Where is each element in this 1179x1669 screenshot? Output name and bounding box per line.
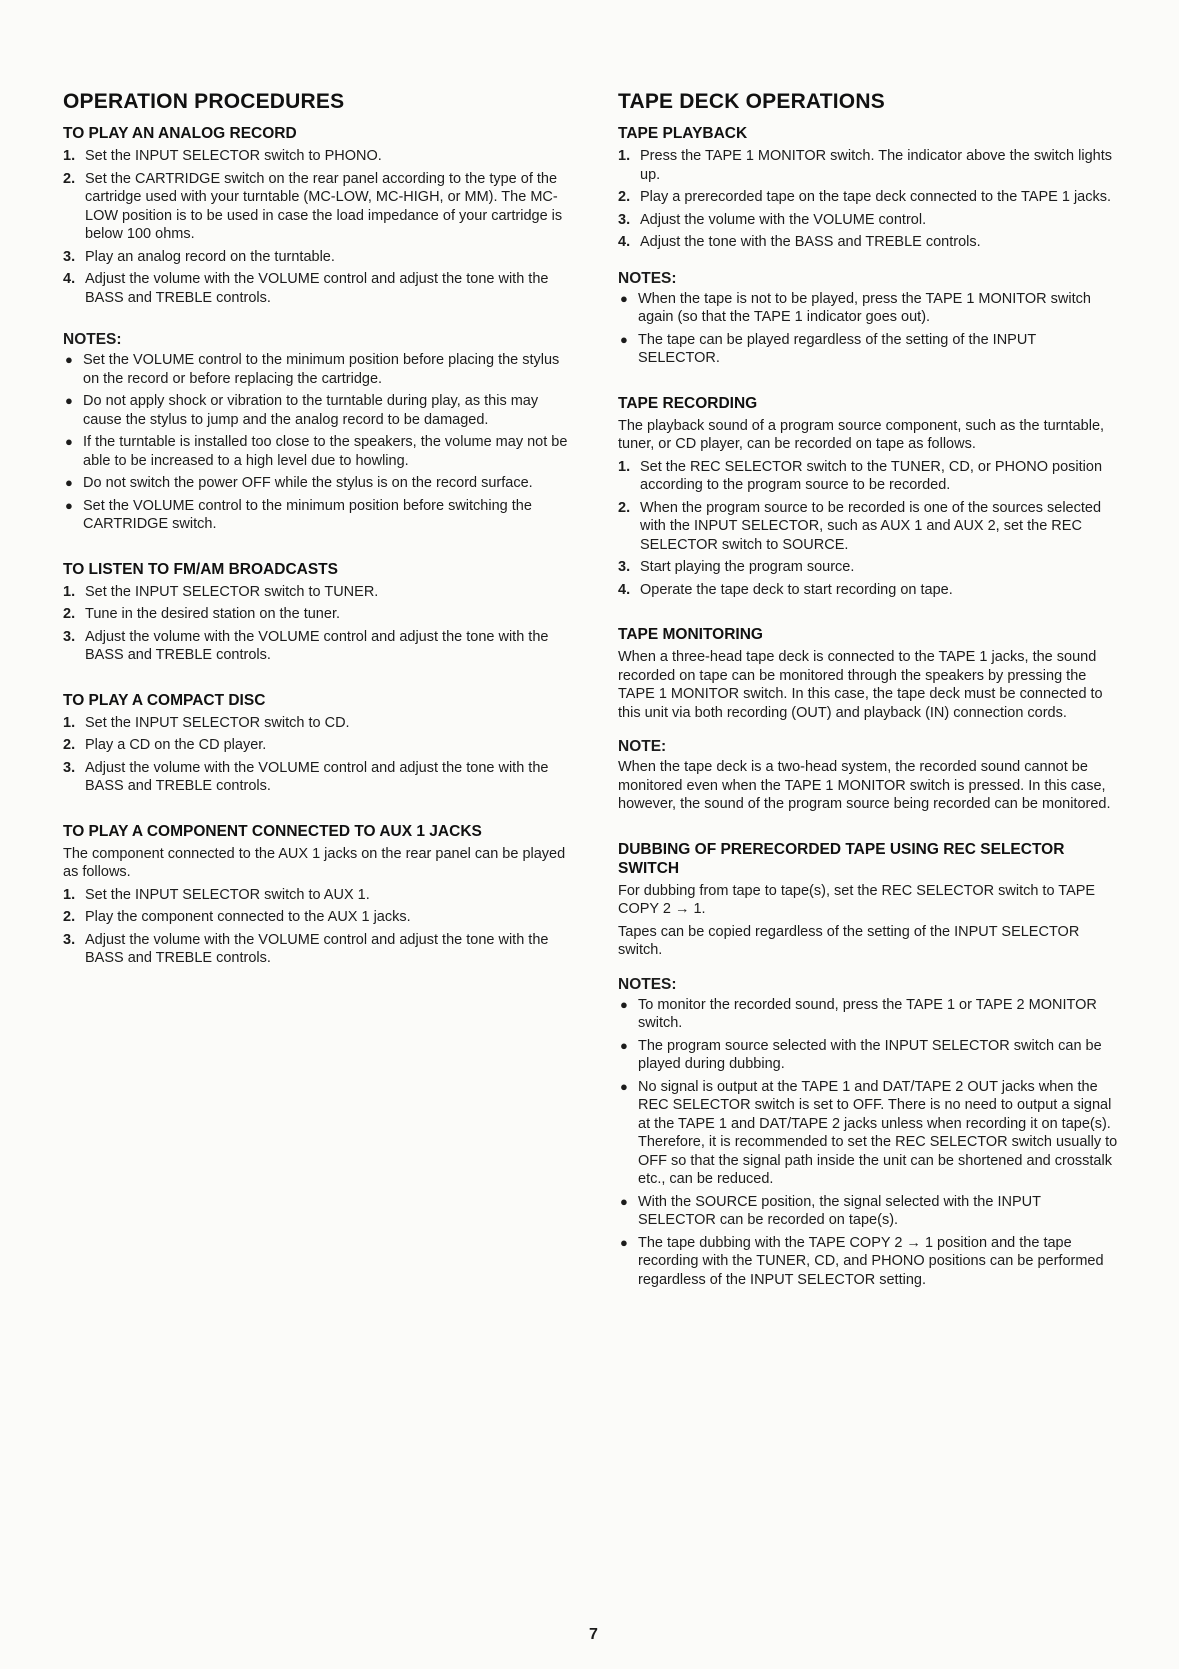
step-number: 3. <box>618 211 631 228</box>
list-item <box>63 886 578 905</box>
tape-playback-heading: TAPE PLAYBACK <box>618 125 748 142</box>
list-item <box>63 908 578 927</box>
step-number: 1. <box>618 148 631 164</box>
note-text: The tape can be played regardless of the setting of the INPUT SELECTOR. <box>638 331 1036 366</box>
step-number: 1. <box>63 714 76 731</box>
step-text: When the program source to be recorded is one of the sources selected with the INPUT SELECTOR, such as AUX 1 and AUX 2, set the REC SELECTOR switch to SOURCE. <box>640 499 1102 553</box>
list-item <box>618 1193 1118 1230</box>
tape-monitoring-note-title: NOTE: <box>618 738 667 755</box>
step-text: Set the REC SELECTOR switch to the TUNER, CD, or PHONO position according to the program source to be recorded. <box>640 458 1103 493</box>
bullet-icon: ● <box>620 1037 628 1053</box>
aux1-heading: TO PLAY A COMPONENT CONNECTED TO AUX 1 JACKS <box>63 822 482 840</box>
list-item <box>63 736 578 755</box>
bullet-icon: ● <box>620 290 628 306</box>
analog-record-heading: TO PLAY AN ANALOG RECORD <box>63 125 297 142</box>
bullet-icon: ● <box>620 1234 628 1250</box>
step-number: 1. <box>63 148 76 164</box>
aux1-intro: The component connected to the AUX 1 jacks on the rear panel can be played as follows. <box>63 845 566 880</box>
tape-monitoring-heading: TAPE MONITORING <box>618 626 763 643</box>
step-number: 2. <box>63 606 76 622</box>
tape-recording-heading: TAPE RECORDING <box>618 394 758 412</box>
note-text: Set the VOLUME control to the minimum position before placing the stylus on the record or before replacing the cartridge. <box>83 352 560 387</box>
analog-notes <box>63 351 578 534</box>
step-text: Press the TAPE 1 MONITOR switch. The indicator above the switch lights up. <box>640 148 1112 183</box>
tape-deck-operations-title: TAPE DECK OPERATIONS <box>618 90 885 113</box>
list-item <box>618 1078 1118 1189</box>
step-number: 2. <box>63 737 76 753</box>
step-text: Set the CARTRIDGE switch on the rear panel according to the type of the cartridge used with your turntable (MC-LOW, MC-HIGH, or MM). The MC-LOW position is to be used in case the load impedance of your cartridge is below 100 ohms. <box>85 170 563 242</box>
list-item <box>63 474 578 493</box>
note-text: When the tape is not to be played, press the TAPE 1 MONITOR switch again (so that the TAPE 1 indicator goes out). <box>638 290 1091 325</box>
list-item <box>618 211 1118 230</box>
note-text: With the SOURCE position, the signal selected with the INPUT SELECTOR can be recorded on tape(s). <box>638 1193 1041 1228</box>
tape-recording-section <box>618 394 1118 600</box>
step-text: Adjust the volume with the VOLUME control and adjust the tone with the BASS and TREBLE controls. <box>85 759 549 794</box>
note-text: The tape dubbing with the TAPE COPY 2 → 1 position and the tape recording with the TUNER, CD, and PHONO positions can be performed regardless of the INPUT SELECTOR setting. <box>638 1234 1104 1288</box>
bullet-icon: ● <box>620 996 628 1012</box>
dubbing-section <box>618 840 1118 1290</box>
list-item <box>618 233 1118 252</box>
bullet-icon: ● <box>65 352 73 367</box>
tape-playback-steps <box>618 147 1118 252</box>
note-text: Set the VOLUME control to the minimum position before switching the CARTRIDGE switch. <box>83 497 532 532</box>
left-column <box>63 90 578 994</box>
fm-am-steps <box>63 583 578 665</box>
bullet-icon: ● <box>620 331 628 347</box>
list-item <box>63 248 578 267</box>
fm-am-section <box>63 560 578 665</box>
step-number: 4. <box>618 234 631 250</box>
analog-steps <box>63 147 578 307</box>
dubbing-notes-title: NOTES: <box>618 975 677 993</box>
list-item <box>618 1037 1118 1074</box>
step-text: Adjust the volume with the VOLUME control and adjust the tone with the BASS and TREBLE controls. <box>85 931 549 966</box>
step-number: 4. <box>63 271 76 287</box>
step-number: 3. <box>63 931 76 948</box>
bullet-icon: ● <box>620 1078 628 1094</box>
tape-monitoring-intro: When a three-head tape deck is connected to the TAPE 1 jacks, the sound recorded on tape can be monitored through the speakers by pressing the TAPE 1 MONITOR switch. In this case, the tape deck must be connected to this unit via both recording (OUT) and playback (IN) connection cords. <box>618 649 1103 721</box>
analog-record-section <box>63 124 578 534</box>
step-text: Set the INPUT SELECTOR switch to PHONO. <box>85 148 382 164</box>
step-number: 1. <box>63 886 76 903</box>
list-item <box>63 270 578 307</box>
step-text: Play an analog record on the turntable. <box>85 248 335 265</box>
list-item <box>618 458 1118 495</box>
list-item <box>618 558 1118 577</box>
analog-notes-title: NOTES: <box>63 331 122 348</box>
step-number: 2. <box>63 909 76 925</box>
note-text: No signal is output at the TAPE 1 and DAT/TAPE 2 OUT jacks when the REC SELECTOR switch is set to OFF. There is no need to output a signal at the TAPE 1 and DAT/TAPE 2 jacks unless when recording it on tape(s). Therefore, it is recommended to set the REC SELECTOR switch usually to OFF so that the signal path inside the unit can be shortened and crosstalk etc., can be reduced. <box>638 1078 1118 1187</box>
compact-disc-section <box>63 691 578 796</box>
list-item <box>63 714 578 733</box>
note-text: The program source selected with the INPUT SELECTOR switch can be played during dubbing. <box>638 1037 1102 1072</box>
step-number: 2. <box>618 499 631 516</box>
page-number: 7 <box>589 1626 598 1643</box>
tape-playback-notes <box>618 290 1118 368</box>
dubbing-heading: DUBBING OF PRERECORDED TAPE USING REC SELECTOR SWITCH <box>618 840 1065 877</box>
tape-playback-notes-title: NOTES: <box>618 269 677 287</box>
tape-recording-intro: The playback sound of a program source component, such as the turntable, tuner, or CD player, can be recorded on tape as follows. <box>618 417 1105 452</box>
note-text: Do not switch the power OFF while the stylus is on the record surface. <box>83 475 533 491</box>
list-item <box>63 433 578 470</box>
list-item <box>63 170 578 244</box>
list-item <box>63 628 578 665</box>
dubbing-notes <box>618 996 1118 1290</box>
step-number: 3. <box>63 759 76 776</box>
fm-am-heading: TO LISTEN TO FM/AM BROADCASTS <box>63 560 338 578</box>
step-text: Tune in the desired station on the tuner. <box>85 606 340 622</box>
list-item <box>63 147 578 166</box>
step-number: 1. <box>618 458 631 475</box>
note-text: Do not apply shock or vibration to the turntable during play, as this may cause the stylus to jump and the analog record to be damaged. <box>83 393 539 428</box>
step-text: Play a CD on the CD player. <box>85 737 267 753</box>
step-number: 2. <box>63 170 76 187</box>
list-item <box>63 583 578 602</box>
bullet-icon: ● <box>65 497 73 513</box>
list-item <box>63 931 578 968</box>
aux1-steps <box>63 886 578 968</box>
list-item <box>618 581 1118 600</box>
bullet-icon: ● <box>620 1193 628 1209</box>
list-item <box>618 1234 1118 1290</box>
list-item <box>63 759 578 796</box>
step-text: Operate the tape deck to start recording on tape. <box>640 581 953 598</box>
compact-disc-heading: TO PLAY A COMPACT DISC <box>63 691 266 709</box>
tape-monitoring-section <box>618 625 1118 814</box>
compact-disc-steps <box>63 714 578 796</box>
tape-recording-steps <box>618 458 1118 600</box>
list-item <box>618 996 1118 1033</box>
operation-procedures-title: OPERATION PROCEDURES <box>63 90 345 113</box>
tape-playback-section <box>618 124 1118 368</box>
step-text: Set the INPUT SELECTOR switch to AUX 1. <box>85 886 370 903</box>
tape-monitoring-note: When the tape deck is a two-head system, the recorded sound cannot be monitored even when the TAPE 1 MONITOR switch is pressed. In this case, however, the sound of the program source being recorded can be monitored. <box>618 759 1111 812</box>
step-number: 3. <box>63 248 76 265</box>
step-number: 2. <box>618 189 631 205</box>
list-item <box>63 605 578 624</box>
step-text: Adjust the tone with the BASS and TREBLE controls. <box>640 234 981 250</box>
note-text: To monitor the recorded sound, press the TAPE 1 or TAPE 2 MONITOR switch. <box>638 996 1097 1031</box>
step-text: Adjust the volume with the VOLUME control. <box>640 211 927 228</box>
dubbing-intro-1: For dubbing from tape to tape(s), set the REC SELECTOR switch to TAPE COPY 2 → 1. <box>618 882 1096 917</box>
bullet-icon: ● <box>65 434 73 449</box>
step-text: Adjust the volume with the VOLUME control and adjust the tone with the BASS and TREBLE controls. <box>85 628 549 663</box>
list-item <box>63 392 578 429</box>
step-text: Start playing the program source. <box>640 559 855 575</box>
step-text: Set the INPUT SELECTOR switch to CD. <box>85 714 350 731</box>
step-text: Play the component connected to the AUX 1 jacks. <box>85 909 411 925</box>
list-item <box>618 147 1118 184</box>
step-text: Adjust the volume with the VOLUME control and adjust the tone with the BASS and TREBLE controls. <box>85 271 549 306</box>
step-text: Play a prerecorded tape on the tape deck connected to the TAPE 1 jacks. <box>640 189 1112 205</box>
bullet-icon: ● <box>65 475 73 490</box>
list-item <box>618 499 1118 555</box>
list-item <box>618 331 1118 368</box>
dubbing-intro-2: Tapes can be copied regardless of the setting of the INPUT SELECTOR switch. <box>618 923 1080 958</box>
right-column <box>618 90 1118 1315</box>
note-text: If the turntable is installed too close to the speakers, the volume may not be able to be increased to a high level due to howling. <box>83 434 568 469</box>
step-number: 3. <box>63 628 76 645</box>
step-text: Set the INPUT SELECTOR switch to TUNER. <box>85 583 379 600</box>
step-number: 3. <box>618 559 631 575</box>
list-item <box>618 188 1118 207</box>
list-item <box>618 290 1118 327</box>
step-number: 4. <box>618 581 631 598</box>
bullet-icon: ● <box>65 393 73 408</box>
aux1-section <box>63 822 578 968</box>
list-item <box>63 497 578 534</box>
list-item <box>63 351 578 388</box>
step-number: 1. <box>63 583 76 600</box>
